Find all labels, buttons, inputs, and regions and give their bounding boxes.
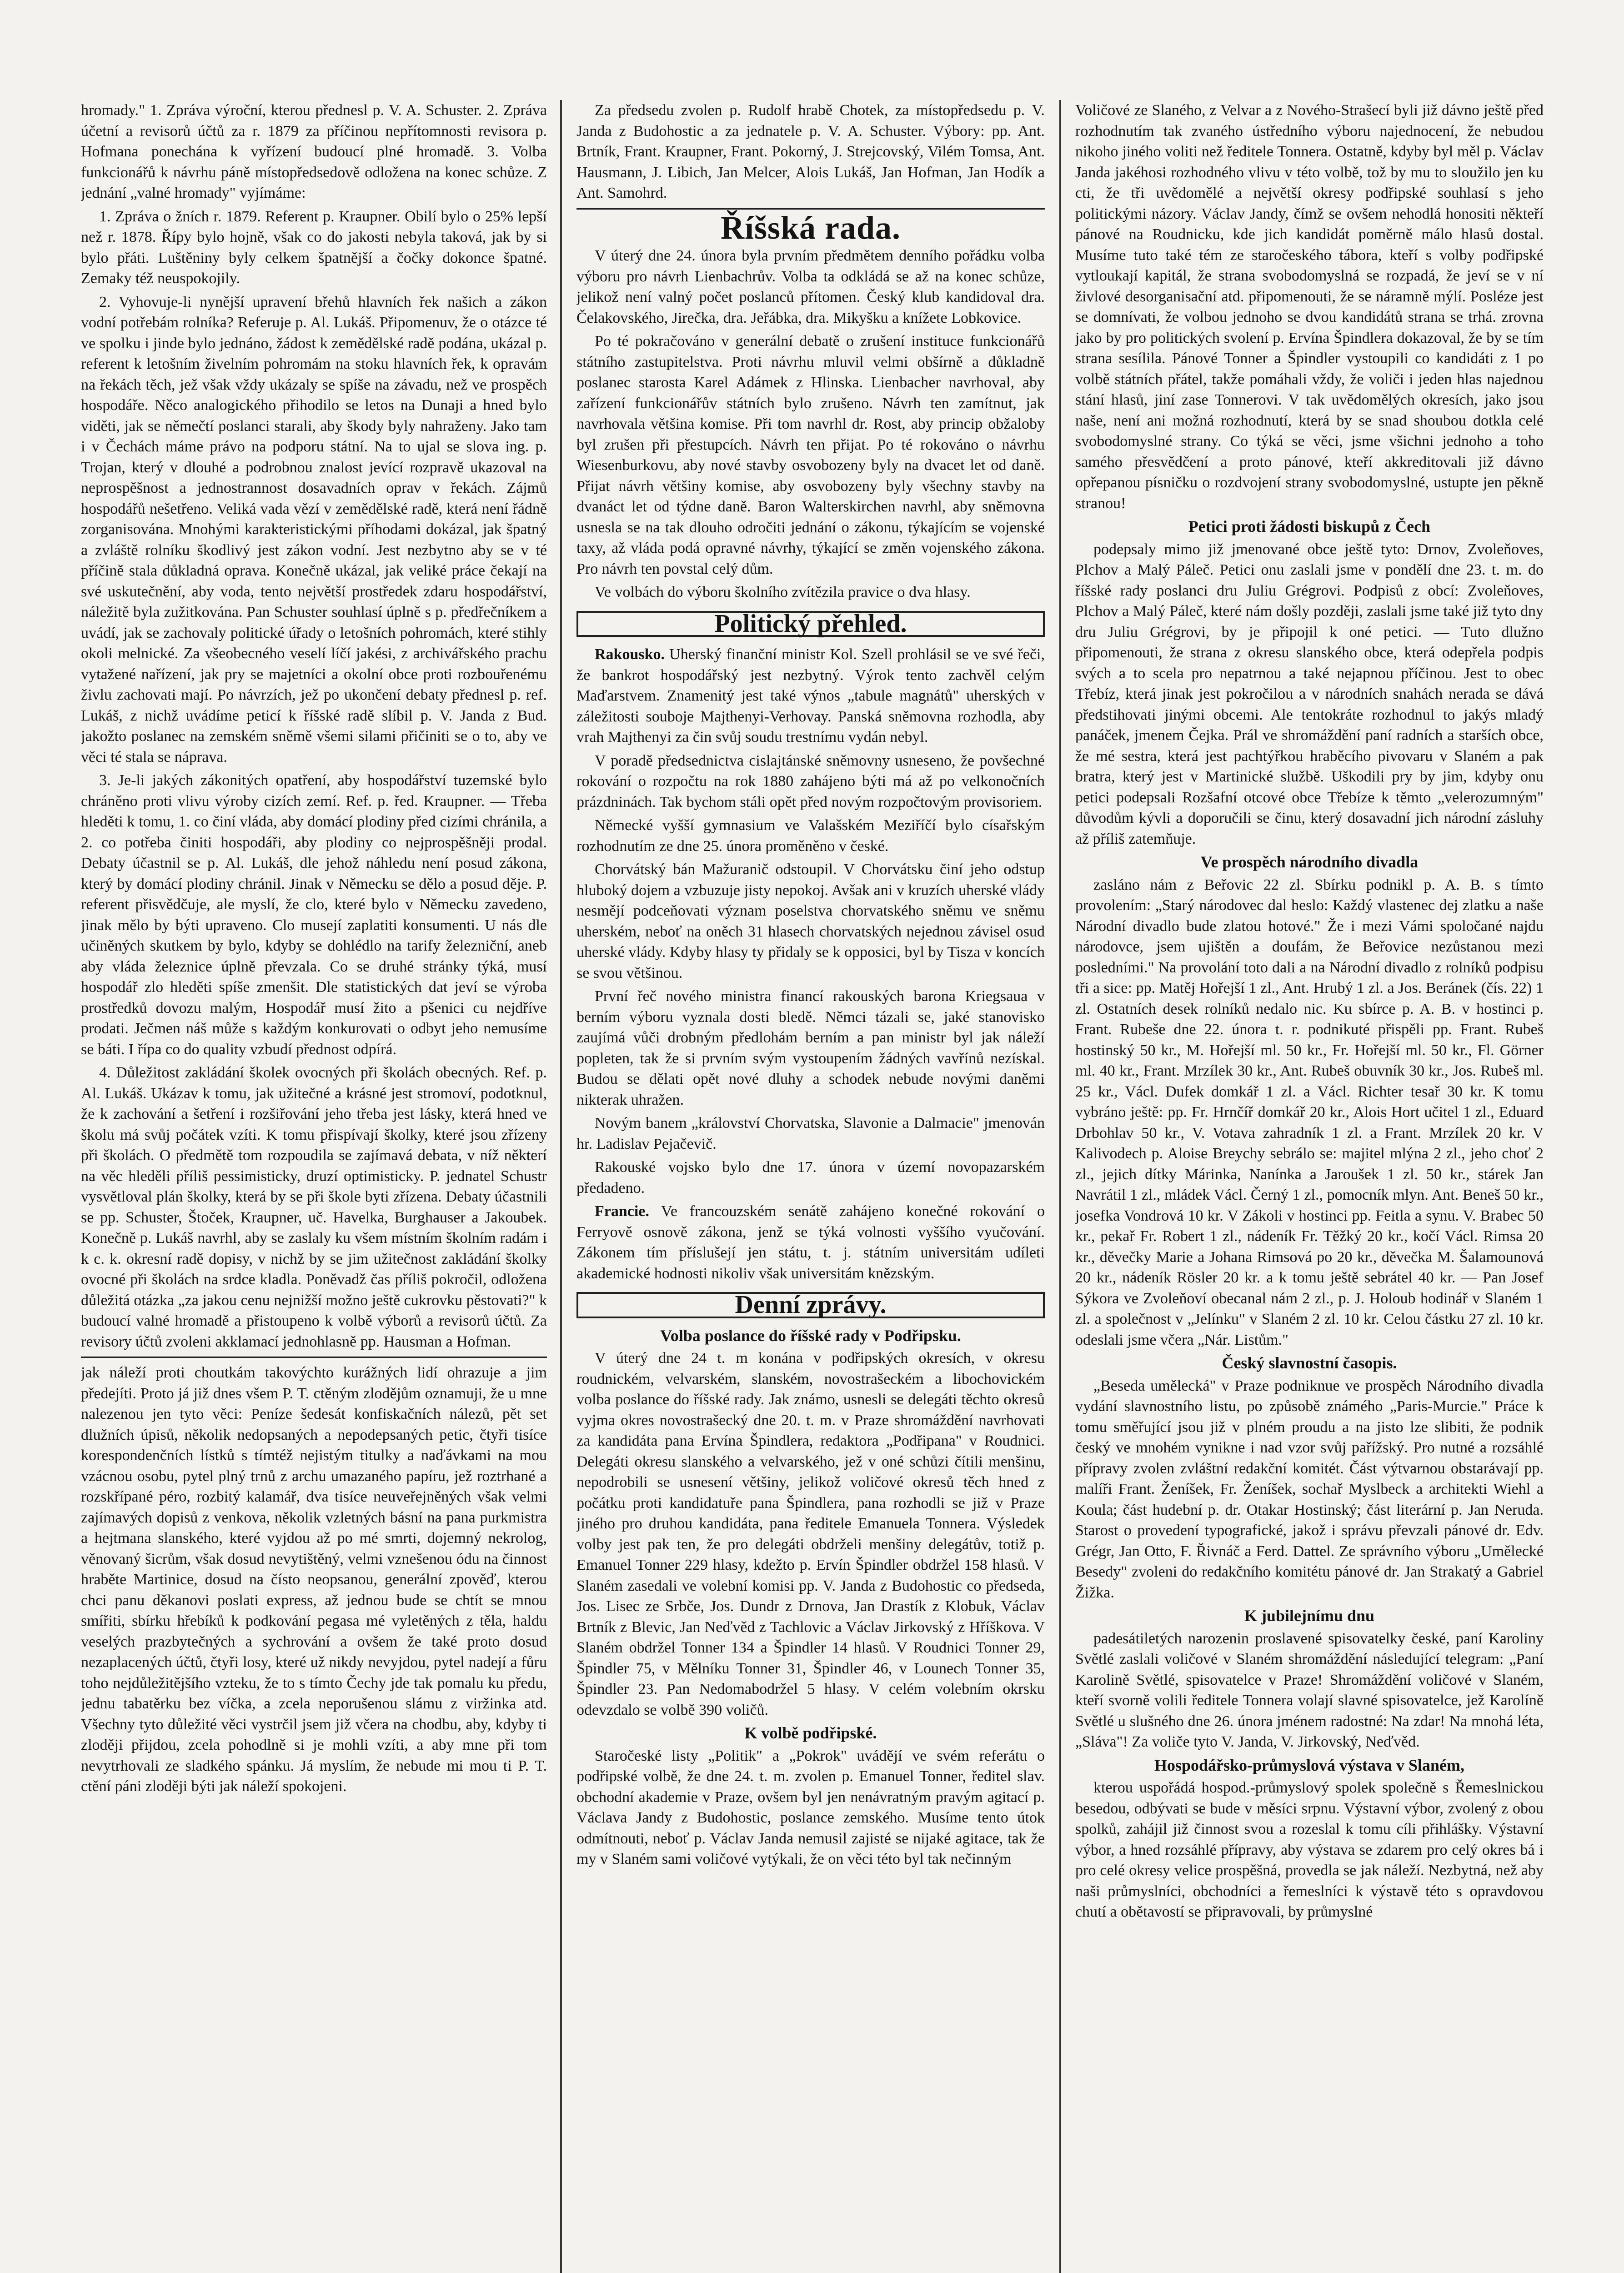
subheading: Český slavnostní časopis.: [1222, 1354, 1397, 1372]
paragraph: Chorvátský bán Mažuranič odstoupil. V Chorvátsku činí jeho odstup hluboký dojem a vzbuzuje jisty nepokoj. Avšak ani v kruzích uherské vlády nesmějí podceňovati význam poselstva chorvatského sněmu ve sněmu uherském, neboť na oněch 31 hlasech chorvatských nejednou závisel osud uherské vlády. Kdyby hlasy ty přidaly se k opposici, byl by Tisza v koncích se svou většinou.: [576, 861, 1045, 981]
column-3: [1075, 100, 1544, 2273]
paragraph: „Beseda umělecká" v Praze podniknue ve prospěch Národního divadla vydání slavnostního listu, po způsobě známého „Paris-Murcie." Práce k tomu směřující jsou již v plném proudu a na jisto lze slibiti, že podnik český ve mnohém vynikne i nad vzor svůj pařížský. Pro nutné a rozsáhlé přípravy zvolen zvláštní redakční komitét. Část výtvarnou obstarávají pp. malíři Frant. Ženíšek, Fr. Ženíšek, sochař Myslbeck a architekti Wiehl a Koula; část hudební p. dr. Otakar Hostinský; část literární p. Jan Neruda. Starost o provedení typografické, jakož i správu převzali pánové dr. Edv. Grégr, Jan Otto, F. Řivnáč a Ferd. Dattel. Ze správního výboru „Umělecké Besedy" zvoleni do redakčního komitétu pánové dr. Jan Strakatý a Gabriel Žižka.: [1075, 1377, 1544, 1601]
paragraph: Staročeské listy „Politik" a „Pokrok" uvádějí ve svém referátu o podřipské volbě, že dne 24. t. m. zvolen p. Emanuel Tonner, ředitel slav. obchodní akademie v Praze, ovšem byl jen nenávratným pravým agitací p. Václava Jandy z Budohostic, poslance zemského. Musíme tento útok odmítnouti, neboť p. Václav Janda nemusil zajisté se nijaké agitace, tak že my v Slaném sami voličové vytýkali, že on věci této byl tak nečinným: [576, 1747, 1045, 1867]
paragraph: První řeč nového ministra financí rakouských barona Kriegsaua v berním výboru vyznala dosti bledě. Němci tázali se, jaké stanovisko zaujímá vůči drobným předlohám berním a pan ministr byl jak náleží popleten, tak že si prvním svým vystoupením žádných vavřínů nezískal. Budou se dělati opět nové dluhy a schodek nebude novými daněmi nikterak uhražen.: [576, 988, 1045, 1108]
newspaper-page: [68, 68, 1550, 2273]
lead-word: Francie.: [595, 1203, 649, 1220]
paragraph-text: Uherský finanční ministr Kol. Szell prohlásil se ve své řeči, že bankrot hospodářský jest nezbytný. Výrok tento zachvěl celým Maďarstvem. Znamenitý jest také výnos „tabule magnátů" uherských v záležitosti souboje Majthenyi-Verhovay. Panská sněmovna rozhodla, aby vrah Majthenyi za čin svůj soudu trestnímu vydán nebyl.: [576, 646, 1045, 746]
section-heading: Denní zprávy.: [576, 1292, 1045, 1318]
subheading: Petici proti žádosti biskupů z Čech: [1188, 517, 1431, 536]
paragraph: podepsaly mimo již jmenované obce ještě tyto: Drnov, Zvoleňoves, Plchov a Malý Páleč. Petici onu zaslali jsme v pondělí dne 23. t. m. do říšské rady poslanci dru Juliu Grégrovi. Podpisů z obcí: Zvoleňoves, Plchov a Malý Páleč, které nám došly později, zaslali jsme také již tyto dny dru Juliu Grégrovi, by je připojil k oné petici. — Tuto dlužno připomenouti, že strana z okresu slanského obce, která odepřela podpis svých a to scela pro nepatrnou a také nejapnou příčinou. Jest to obec Třebíz, která jinak jest pokročilou a v národních snahách nerada se dává předstihovati jinými obcemi. Ale tentokráte rozhodnul to jakýs mladý panáček, jmenem Čejka. Prál ve shromáždění paní radních a starších obce, že mé sestra, která jest pachtýřkou hraběcího pivovaru v Slaném a pak bratra, který jest v Martinické službě. Uškodili pry by jim, kdyby onu petici podepsali Rozšafní otcové obce Třebíze k těmto „velerozumným" důvodům kývli a doporučili se činu, který dosavadní jich národní zásluhy až příliš zatemňuje.: [1075, 541, 1544, 847]
subheading: K volbě podřipské.: [744, 1724, 877, 1742]
subheading: Ve prospěch národního divadla: [1200, 853, 1418, 871]
subheading: Hospodářsko-průmyslová výstava v Slaném,: [1154, 1756, 1465, 1774]
section-heading: Říšská rada.: [720, 209, 901, 246]
paragraph: padesátiletých narozenin proslavené spisovatelky české, paní Karoliny Světlé zaslali voličové v Slaném shromáždění následující telegram: „Paní Karolině Světlé, spisovatelce v Praze! Shromáždění voličové v Slaném, kteří svorně volili ředitele Tonnera volají slavné spisovatelce, jež Karolíně Světlé u slušného dne 26. února jménem radostné: Na zdar! Na mnohá léta, „Sláva"! Za voliče tyto V. Janda, V. Jirkovský, Neďvěd.: [1075, 1630, 1544, 1750]
paragraph: Voličové ze Slaného, z Velvar a z Nového-Strašecí byli již dávno ještě před rozhodnutím tak zvaného ústředního výboru najednocení, že nebudou nikoho jiného voliti než ředitele Tonnera. Ostatně, kdyby byl měl p. Václav Janda jakéhosi rozhodného vlivu v této volbě, tož by mu to sloužilo jen ku cti, že tři uvědomělé a největší okresy podřipské souhlasí s jeho politickými názory. Václav Jandy, čímž se ovšem nehodlá honositi někteří pánové na Roudnicku, kde jich kandidát poměrně málo hlasů dostal. Musíme tuto také tém ze staročeského tábora, kteří s volby podřipské vytloukají kapitál, že strana svobodomyslná se rozpadá, že jeví se v ní živlové desorganisační atd. připomenouti, že se náramně mýlí. Posléze jest se domnívati, že volbou jednoho se dvou kandidátů strana se trhá. zrovna jako by pro politických svolení p. Ervína Špindlera dokazoval, že by se tím strana sesílila. Pánové Tonner a Špindler vystoupili co kandidáti z 1 po volbě státních přátel, takže pomáhali vždy, že voliči i jeden hlas najednou stání hlasů, jiní zase Tonnerovi. V tak uvědomělých okresích, jako jsou naše, není ani možná rozhodnutí, která by se snad shoubou dotkla celé svobodomyslné strany. Co týká se věci, jsme všichni jednoho a toho samého přesvědčení a proto pánové, kteří akkreditovali již dávno opřepanou písničku o rozdvojení strany svobodomyslné, ustupte jen pěkně stranou!: [1075, 102, 1544, 512]
paragraph: [576, 1201, 1045, 1284]
paragraph: 2. Vyhovuje-li nynější upravení břehů hlavních řek našich a zákon vodní potřebám rolníka? Referuje p. Al. Lukáš. Připomenuv, že o otázce té ve spolku i jinde bylo jednáno, žádost k zemědělské radě podána, ukázal p. referent k letošním živelním pohromám na stoku hlavních řek, k opravám na řekách těch, jež však vždy ukázaly se spíše na závadu, než ve prospěch hospodáře. Něco analogického přihodilo se letos na Dunaji a hned bylo viděti, jak se němečtí poslanci starali, aby škody byly nahraženy. Jako tam i v Čechách máme právo na podporu státní. Na to ujal se slova ing. p. Trojan, který v dlouhé a podrobnou znalost jevící rozpravě ukazoval na neprospěšnost a jednostrannost dosavadních oprav v řekách. Zájmů hospodářů nešetřeno. Veliká vada vězí v zemědělské radě, která není řádně zorganisována. Mnohými karakteristickými příhodami dokázal, jak špatný a zvláště rolníku škodlivý jest zákon vodní. Jest nezbytno aby se v té příčině stala důkladná oprava. Konečně ukázal, jak veliké práce čekají na své uskutečnění, aby voda, tento největší prostředek zdaru hospodářství, náležitě byla zužitkována. Pan Schuster souhlasí úplně s p. předřečníkem a uvádí, jak se zachovaly politické úřady o letošních pohromách, které stihly okoli melnické. Za všeobecného veselí líčí jakési, z archivářského prachu vytažené nařízení, jak pry se majetníci a okolní obce proti rozbouřenému živlu zachovati mají. Po návrzích, jež po ukončení debaty přednesl p. ref. Lukáš, z nichž uvádíme peticí k říšské radě slíbil p. V. Janda z Bud. jakožto poslanec na zemském sněmě všemi silami přičiniti se o to, aby ve věci té stala se náprava.: [81, 293, 547, 766]
paragraph: 4. Důležitost zakládání školek ovocných při školách obecných. Ref. p. Al. Lukáš. Ukázav k tomu, jak užitečné a krásné jest stromoví, podotknul, že k zachování a šetření i rozšiřování jeho třeba jest lásky, která hned ve školu má svůj počátek vzíti. K tomu přispívají školky, které jsou zřízeny při školách. O předmětě tom rozpoudila se zajímavá debata, v níž některí na věc hleděli příliš pessimisticky, druzí optimisticky. P. jednatel Schustr vysvětloval plán školky, která by se při škole byti zřízena. Debaty účastnili se pp. Schuster, Štoček, Kraupner, uč. Havelka, Burghauser a Jakoubek. Konečně p. Lukáš navrhl, aby se zaslaly ku všem místním školním radám i k c. k. okresní radě dopisy, v nichž by se jim užitečnost zakládání školky ovocné při školách na srdce kladla. Poněvadž čas příliš pokročil, odložena důležitá otázka „za jakou cenu nejnižší možno ještě cukrovku pěstovati?" k budoucí valné hromadě a přistoupeno k volbě výborů a revisorů účtů. Za revisory účtů zvoleni akklamací jednohlasně pp. Hausman a Hofman.: [81, 1064, 547, 1350]
paragraph: Po té pokračováno v generální debatě o zrušení instituce funkcionářů státního zastupitelstva. Proti návrhu mluvil velmi obšírně a důkladně poslanec starosta Karel Adámek z Hlinska. Lienbacher navrhoval, aby zařízení funkcionářův státních bylo zrušeno. Návrh ten zamítnut, jak navrhovala většina komise. Při tom navrhl dr. Rost, aby princip obžaloby byl zrušen při přestupcích. Návrh ten přijat. Po té rokováno o návrhu Wiesenburkovu, aby nové stavby osvobozeny byly na dvacet let od daně. Přijat návrh většiny komise, aby osvobozeny byly všechny stavby na dvanáct let od týdne daně. Baron Walterskirchen navrhl, aby sněmovna usnesla se na tak dlouho odročiti jednání o zákonu, týkajícím se vojenské taxy, až vláda podá opravné návrhy, týkající se změn vojenského zákona. Pro návrh ten povstal celý dům.: [576, 333, 1045, 577]
section-heading: Politický přehled.: [576, 611, 1045, 637]
paragraph: 3. Je-li jakých zákonitých opatření, aby hospodářství tuzemské bylo chráněno proti vlivu výroby cizích zemí. Ref. p. řed. Kraupner. — Třeba hleděti k tomu, 1. co činí vláda, aby domácí plodiny před cizími chránila, a 2. co potřeba činiti hospodáři, aby plodiny co nejprospěšněji prodal. Debaty účastnil se p. Al. Lukáš, dle jehož náhledu není posud zákona, který by domácí plodiny chránil. Jinak v Německu se dělo a posud děje. P. referent přisvědčuje, ale myslí, že clo, které bylo v Německu zavedeno, jinak mělo by býti upraveno. Clo musejí zaplatiti konsumenti. U nás dle učiněných skutkem by bylo, kdyby se dohlédlo na tarify železniční, aneb aby vláda železnice úplně převzala. Co se druhé stránky týká, musí hospodář zlo hleděti spíše zmenšit. Dle statistických dat jeví se výroba prostředků dovozu malým, Hospodář musí žito a pšenici cu nejdříve prodati. Ječmen náš může s každým konkurovati o odbyt jeho nemusíme se báti. I řípa co do quality vzbudí přednost odpírá.: [81, 772, 547, 1058]
column-2: [576, 100, 1045, 2273]
paragraph: jak náleží proti choutkám takovýchto kurážných lidí ohrazuje a jim předejíti. Proto já již dnes všem P. T. ctěným zlodějům oznamuji, že u mne nalezenou jen tyto věci: Peníze šedesát konfiskačních nálezů, pět set dlužních úpisů, několik nedopsaných a nepodepsaných petic, čtyři tisíce korespondenčních lístků s tímtéž nejistým titulky a naďávkami na mou vzácnou osobu, pytel plný trnů z archu umazaného papíru, jež roztrhané a rozskřípané péro, rozbitý kalamář, dva tisíce neuveřejněných však velmi zajímavých dopisů z venkova, několik vzletných básní na pana purkmistra a hejtmana slanského, které vyjdou až po mé smrti, dojemný nekrolog, věnovaný šicrům, však dosud nevytištěný, velmi vznešenou ódu na činnost hraběte Martinice, dosud na čísto neopsanou, generální zpověď, kterou chci panu děkanovi poslati express, až jednou bude se chtít se mnou smířiti, sbírku hřebíků k podkování pegasa mé vyletěných z těla, haldu veselých prazbytečných a sychrování a ovšem že také proto dosud nezaplacených účtů, čtyři losy, které už nikdy nevyjdou, pytel nadejí a fůru toho nejdůležitějšího vzteku, že to s tímto Čechy jde tak pomalu ku předu, jednu tabatěrku bez víčka, a zcela neporušenou slámu z viržinka atd. Všechny tyto důležité věci vystrčil jsem již včera na chodbu, aby, kdyby ti zloději přijdou, zcela pohodlně si je mohli vzíti, a aby mne při tom nevytrhovali ze sladkého spánku. Já myslím, že nebude mi mou ti P. T. ctění páni zloději býti jak náleží spokojeni.: [81, 1364, 547, 1795]
paragraph: Německé vyšší gymnasium ve Valašském Meziříčí bylo císařským rozhodnutím ze dne 25. února proměněno v české.: [576, 817, 1045, 855]
subheading: Volba poslance do říšské rady v Podřipsku.: [660, 1326, 961, 1345]
section-divider: [81, 1357, 547, 1358]
column-divider-right: [1059, 100, 1061, 2273]
paragraph: Novým banem „království Chorvatska, Slavonie a Dalmacie" jmenován hr. Ladislav Pejačevič.: [576, 1115, 1045, 1152]
column-1: [81, 100, 547, 2273]
paragraph: Za předsedu zvolen p. Rudolf hrabě Chotek, za místopředsedu p. V. Janda z Budohostic a za jednatele p. V. A. Schuster. Výbory: pp. Ant. Brtník, Frant. Kraupner, Frant. Pokorný, J. Strejcovský, Vilém Tomsa, Ant. Hausmann, J. Libich, Jan Melcer, Alois Lukáš, Jan Hofman, Jan Hodík a Ant. Samohrd.: [576, 102, 1045, 201]
paragraph: [576, 644, 1045, 748]
paragraph: V úterý dne 24. února byla prvním předmětem denního pořádku volba výboru pro návrh Lienbachrův. Volba ta odkládá se až na konec schůze, jelikož není valný počet poslanců přítomen. Český klub kandidoval dra. Čelakovského, Jirečka, dra. Jeřábka, dra. Mikyšku a knížete Lobkovice.: [576, 247, 1045, 326]
paragraph: Ve volbách do výboru školního zvítězila pravice o dva hlasy.: [595, 584, 971, 601]
paragraph: Rakouské vojsko bylo dne 17. února v území novopazarském předadeno.: [576, 1159, 1045, 1197]
column-divider-left: [560, 100, 562, 2273]
paragraph: V úterý dne 24 t. m konána v podřipských okresích, v okresu roudnickém, velvarském, slanském, novostrašeckém a libochovickém volba poslance do říšské rady. Jak známo, usnesli se delegáti těchto okresů vyjma okres novostrašecký dne 20. t. m. v Praze shromáždění navrhovati za kandidáta pana Ervína Špindlera, redaktora „Podřipana" v Roudnici. Delegáti okresu slanského a velvarského, jež v oné schůzi čítili menšinu, nepodrobili se usnesení většiny, jelikož voličové okresů těch hned z počátku proti kandidatuře pana Špindlera, pana rozhodli se již v Praze jiného pro druhou kandidáta, pana ředitele Emanuela Tonnera. Výsledek volby jest pak ten, že pro delegáti obdrželi menšiny delegátův, totiž p. Emanuel Tonner 229 hlasy, kdežto p. Ervín Špindler obdržel 158 hlasů. V Slaném zasedali ve volební komisi pp. V. Janda z Budohostic co předseda, Jos. Lisec ze Srbče, Jos. Dundr z Drnova, Jan Drastík z Klobuk, Václav Brtník z Blevic, Jan Neďvěd z Tachlovic a Václav Jirkovský z Hříškova. V Slaném obdržel Tonner 134 a Špindler 14 hlasů. V Roudnici Tonner 29, Špindler 75, v Mělníku Tonner 31, Špindler 46, v Lounech Tonner 35, Špindler 23. Pan Nedomabodržel 5 hlasy. V celém volebním okrsku odevzdalo se volbě 390 voličů.: [576, 1350, 1045, 1718]
paragraph: zasláno nám z Beřovic 22 zl. Sbírku podnikl p. A. B. s tímto provolením: „Starý národovec dal heslo: Každý vlastenec dej zlatku a naše Národní divadlo bude zlatou hotové." Že i mezi Vámi spoločané najdu národovce, jsem ujištěn a doufám, že Beřovice nezůstanou mezi posledními." Na provolání toto dali a na Národní divadlo z rolníků podpisu tři a sice: pp. Matěj Hořejší 1 zl., Ant. Hrubý 1 zl. a Jos. Beránek (čís. 22) 1 zl. Ostatních desek rolníků nedalo nic. Ku sbírce p. A. B. v hostinci p. Frant. Rubeše dne 22. února t. r. podnikuté přispěli pp. Frant. Rubeš hostinský 50 kr., M. Hořejší ml. 50 kr., Fr. Hořejší ml. 50 kr., Fl. Görner ml. 40 kr., Frant. Mrzílek 30 kr., Ant. Rubeš obuvník 30 kr., Jos. Rubeš ml. 25 kr., Václ. Dufek domkář 1 zl. a Václ. Richter tesař 30 kr. K tomu vybráno ještě: pp. Fr. Hrnčíř domkář 20 kr., Alois Hort učitel 1 zl., Eduard Drbohlav 50 kr., V. Votava zahradník 1 zl. a Frant. Mrzílek 20 kr. V Kalivodech p. Aloise Breychy sebrálo se: majitel mlýna 2 zl., jeho choť 2 zl., jejich dítky Márinka, Nanínka a Jaroušek 1 zl. 50 kr., stárek Jan Navrátil 1 zl., mládek Václ. Černý 1 zl., pomocník mlyn. Ant. Beneš 50 kr., josefka Vondrová 10 kr. V Zákoli v hostinci pp. Feitla a synu. V. Brabec 50 kr., pekař Fr. Robert 1 zl., nádeník Fr. Těžký 20 kr., kočí Václ. Rimsa 20 kr., děvečky Marie a Johana Rimsová po 20 kr., děvečka M. Šalamounová 20 kr., nádeník Rösler 20 kr. a k tomu ještě sebrátel 40 kr. — Pan Josef Sýkora ve Zvoleňoví obecanal nám 2 zl., p. J. Holoub hodinář v Slaném 1 zl. a společnost v „Jelínku" v Slaném 2 zl. 10 kr. Celou částku 27 zl. 10 kr. odeslali jsme včera „Nár. Listům.": [1075, 876, 1544, 1348]
paragraph: kterou uspořádá hospod.-průmyslový spolek společně s Řemeslnickou besedou, odbývati se bude v měsíci srpnu. Výstavní výbor, zvolený z obou spolků, zahájil již činnost svou a rozeslal k tomu cíli přihlášky. Výstavní výbor, a hned rozsáhlé přípravy, aby výstava se zdarem pro celý okres bá i pro celé okresy velice prospěšná, provedla se jak náleží. Nezbytná, než aby naši průmyslníci, obchodníci a řemeslníci k výstavě této s opravdovou chutí a obětavostí se připravovali, by průmyslné: [1075, 1779, 1544, 1920]
paragraph: 1. Zpráva o žních r. 1879. Referent p. Kraupner. Obilí bylo o 25% lepší než r. 1878. Řípy bylo hojně, však co do jakosti nebyla taková, jak by si bylo přáti. Luštěniny byly celkem špatnější a čočky dokonce špatné. Zemaky též neuspokojily.: [81, 208, 547, 287]
paragraph: hromady." 1. Zpráva výroční, kterou přednesl p. V. A. Schuster. 2. Zpráva účetní a revisorů účtů za r. 1879 za příčinou nepřítomnosti revisora p. Hofmana ponechána k vyřízení budoucí plné hromadě. 3. Volba funkcionářů k návrhu páně místopředsedově odložena na konec schůze. Z jednání „valné hromady" vyjímáme:: [81, 102, 547, 201]
paragraph: V poradě předsednictva cislajtánské sněmovny usneseno, že povšechné rokování o rozpočtu na rok 1880 zahájeno býti má až po velkonočních prázdninách. Tak bychom stáli opět před novým rozpočtovým provisoriem.: [576, 752, 1045, 811]
paragraph-text: Ve francouzském senátě zahájeno konečné rokování o Ferryově osnově zákona, jenž se týká volnosti vyššího vyučování. Zákonem tím příslušejí jen státu, t. j. státním universitám udíleti akademické hodnosti nikoliv však universitám knězským.: [576, 1203, 1045, 1282]
subheading: K jubilejnímu dnu: [1244, 1607, 1375, 1625]
lead-word: Rakousko.: [595, 646, 665, 663]
